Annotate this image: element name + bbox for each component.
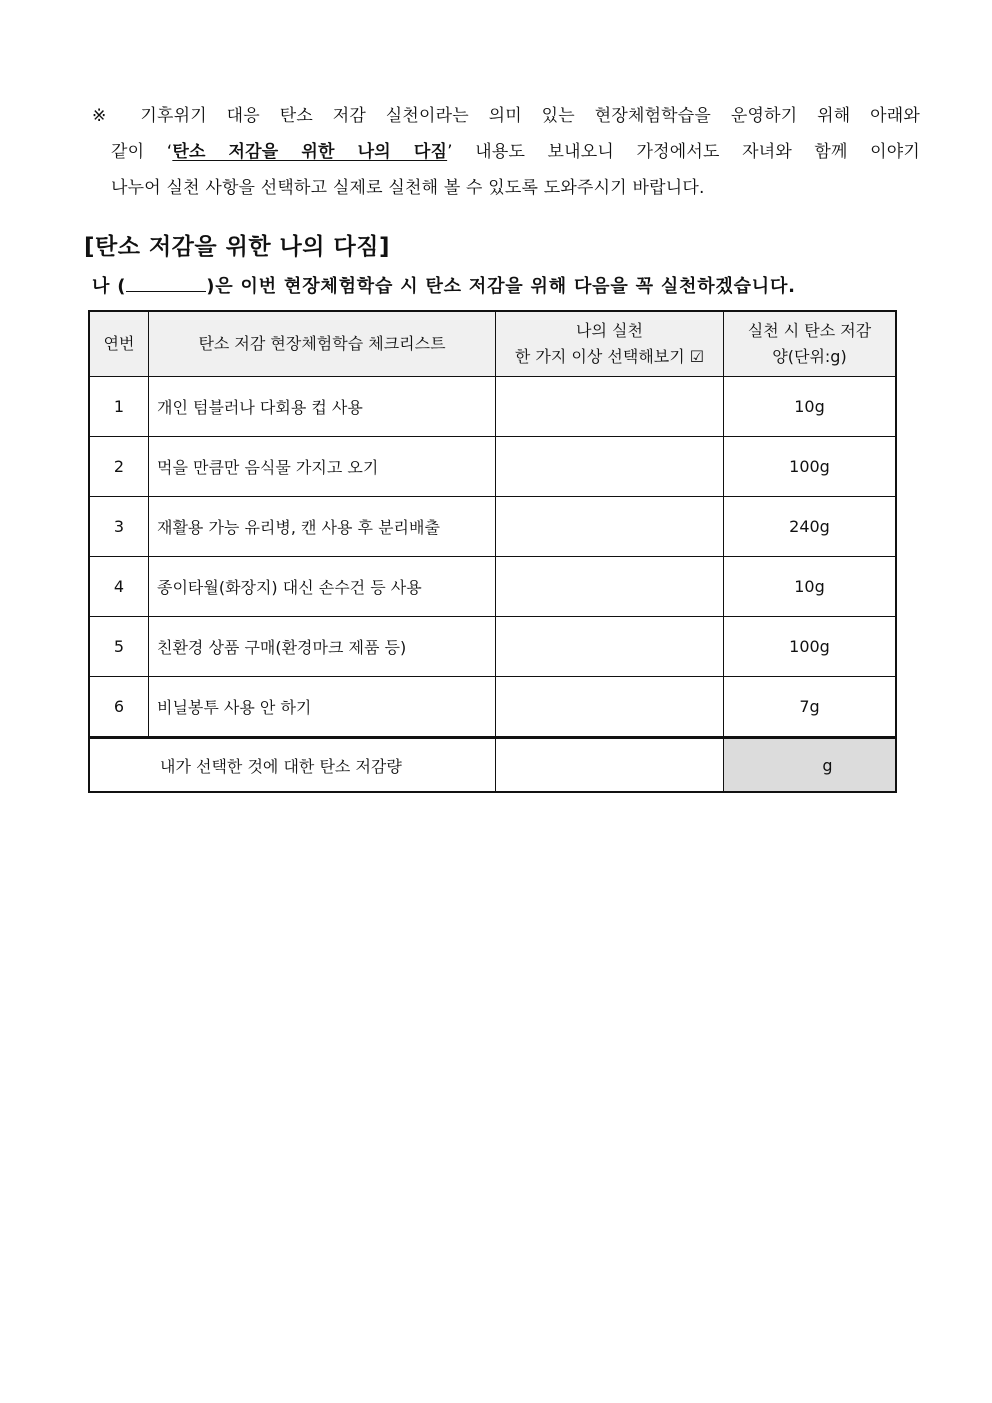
row-amount: 100g: [724, 437, 897, 497]
pledge-pre: 나 (: [92, 276, 127, 297]
notice-line-3: 나누어 실천 사항을 선택하고 실제로 실천해 볼 수 있도록 도와주시기 바랍니다.: [111, 178, 705, 198]
row-item: 종이타월(화장지) 대신 손수건 등 사용: [149, 557, 496, 617]
row-no: 6: [89, 677, 149, 738]
row-no: 3: [89, 497, 149, 557]
row-check-cell[interactable]: [496, 497, 724, 557]
pledge-post: )은 이번 현장체험학습 시 탄소 저감을 위해 다음을 꼭 실천하겠습니다.: [206, 276, 796, 297]
row-check-cell[interactable]: [496, 557, 724, 617]
notice-paragraph: [92, 98, 920, 206]
name-blank-field[interactable]: [126, 275, 206, 292]
row-amount: 10g: [724, 377, 897, 437]
header-amount-line1: 실천 시 탄소 저감: [747, 321, 872, 340]
notice-line-2: [92, 134, 920, 170]
row-check-cell[interactable]: [496, 677, 724, 738]
header-check: [496, 311, 724, 377]
row-check-cell[interactable]: [496, 617, 724, 677]
row-no: 2: [89, 437, 149, 497]
total-unit: g: [724, 738, 897, 793]
header-amount: [724, 311, 897, 377]
table-row: [89, 377, 896, 437]
header-check-line2: 한 가지 이상 선택해보기 ☑: [514, 347, 705, 366]
table-row: [89, 677, 896, 738]
row-check-cell[interactable]: [496, 377, 724, 437]
table-row: [89, 617, 896, 677]
row-item: 재활용 가능 유리병, 캔 사용 후 분리배출: [149, 497, 496, 557]
row-amount: 7g: [724, 677, 897, 738]
row-item: 친환경 상품 구매(환경마크 제품 등): [149, 617, 496, 677]
row-no: 1: [89, 377, 149, 437]
row-no: 4: [89, 557, 149, 617]
row-item: 먹을 만큼만 음식물 가지고 오기: [149, 437, 496, 497]
section-title: [탄소 저감을 위한 나의 다짐]: [84, 234, 390, 260]
checklist-table: [88, 310, 897, 793]
notice-emphasis: 탄소 저감을 위한 나의 다짐: [172, 142, 448, 162]
table-row: [89, 557, 896, 617]
notice-line-1: ※ 기후위기 대응 탄소 저감 실천이라는 의미 있는 현장체험학습을 운영하기 위해 아래와: [92, 106, 920, 126]
row-item: 개인 텀블러나 다회용 컵 사용: [149, 377, 496, 437]
row-amount: 10g: [724, 557, 897, 617]
row-check-cell[interactable]: [496, 437, 724, 497]
table-row: [89, 437, 896, 497]
row-no: 5: [89, 617, 149, 677]
row-item: 비닐봉투 사용 안 하기: [149, 677, 496, 738]
table-row: [89, 497, 896, 557]
header-amount-line2: 양(단위:g): [772, 347, 847, 366]
total-value-cell[interactable]: [496, 738, 724, 793]
header-no: 연번: [89, 311, 149, 377]
table-header-row: [89, 311, 896, 377]
notice-line-2-pre: 같이 ‘: [111, 142, 173, 162]
row-amount: 240g: [724, 497, 897, 557]
total-label: 내가 선택한 것에 대한 탄소 저감량: [89, 738, 496, 793]
total-row: [89, 738, 896, 793]
pledge-sentence: [92, 272, 796, 298]
header-check-line1: 나의 실천: [576, 321, 643, 340]
row-amount: 100g: [724, 617, 897, 677]
header-item: 탄소 저감 현장체험학습 체크리스트: [149, 311, 496, 377]
notice-line-2-post: ’ 내용도 보내오니 가정에서도 자녀와 함께 이야기: [447, 142, 920, 162]
